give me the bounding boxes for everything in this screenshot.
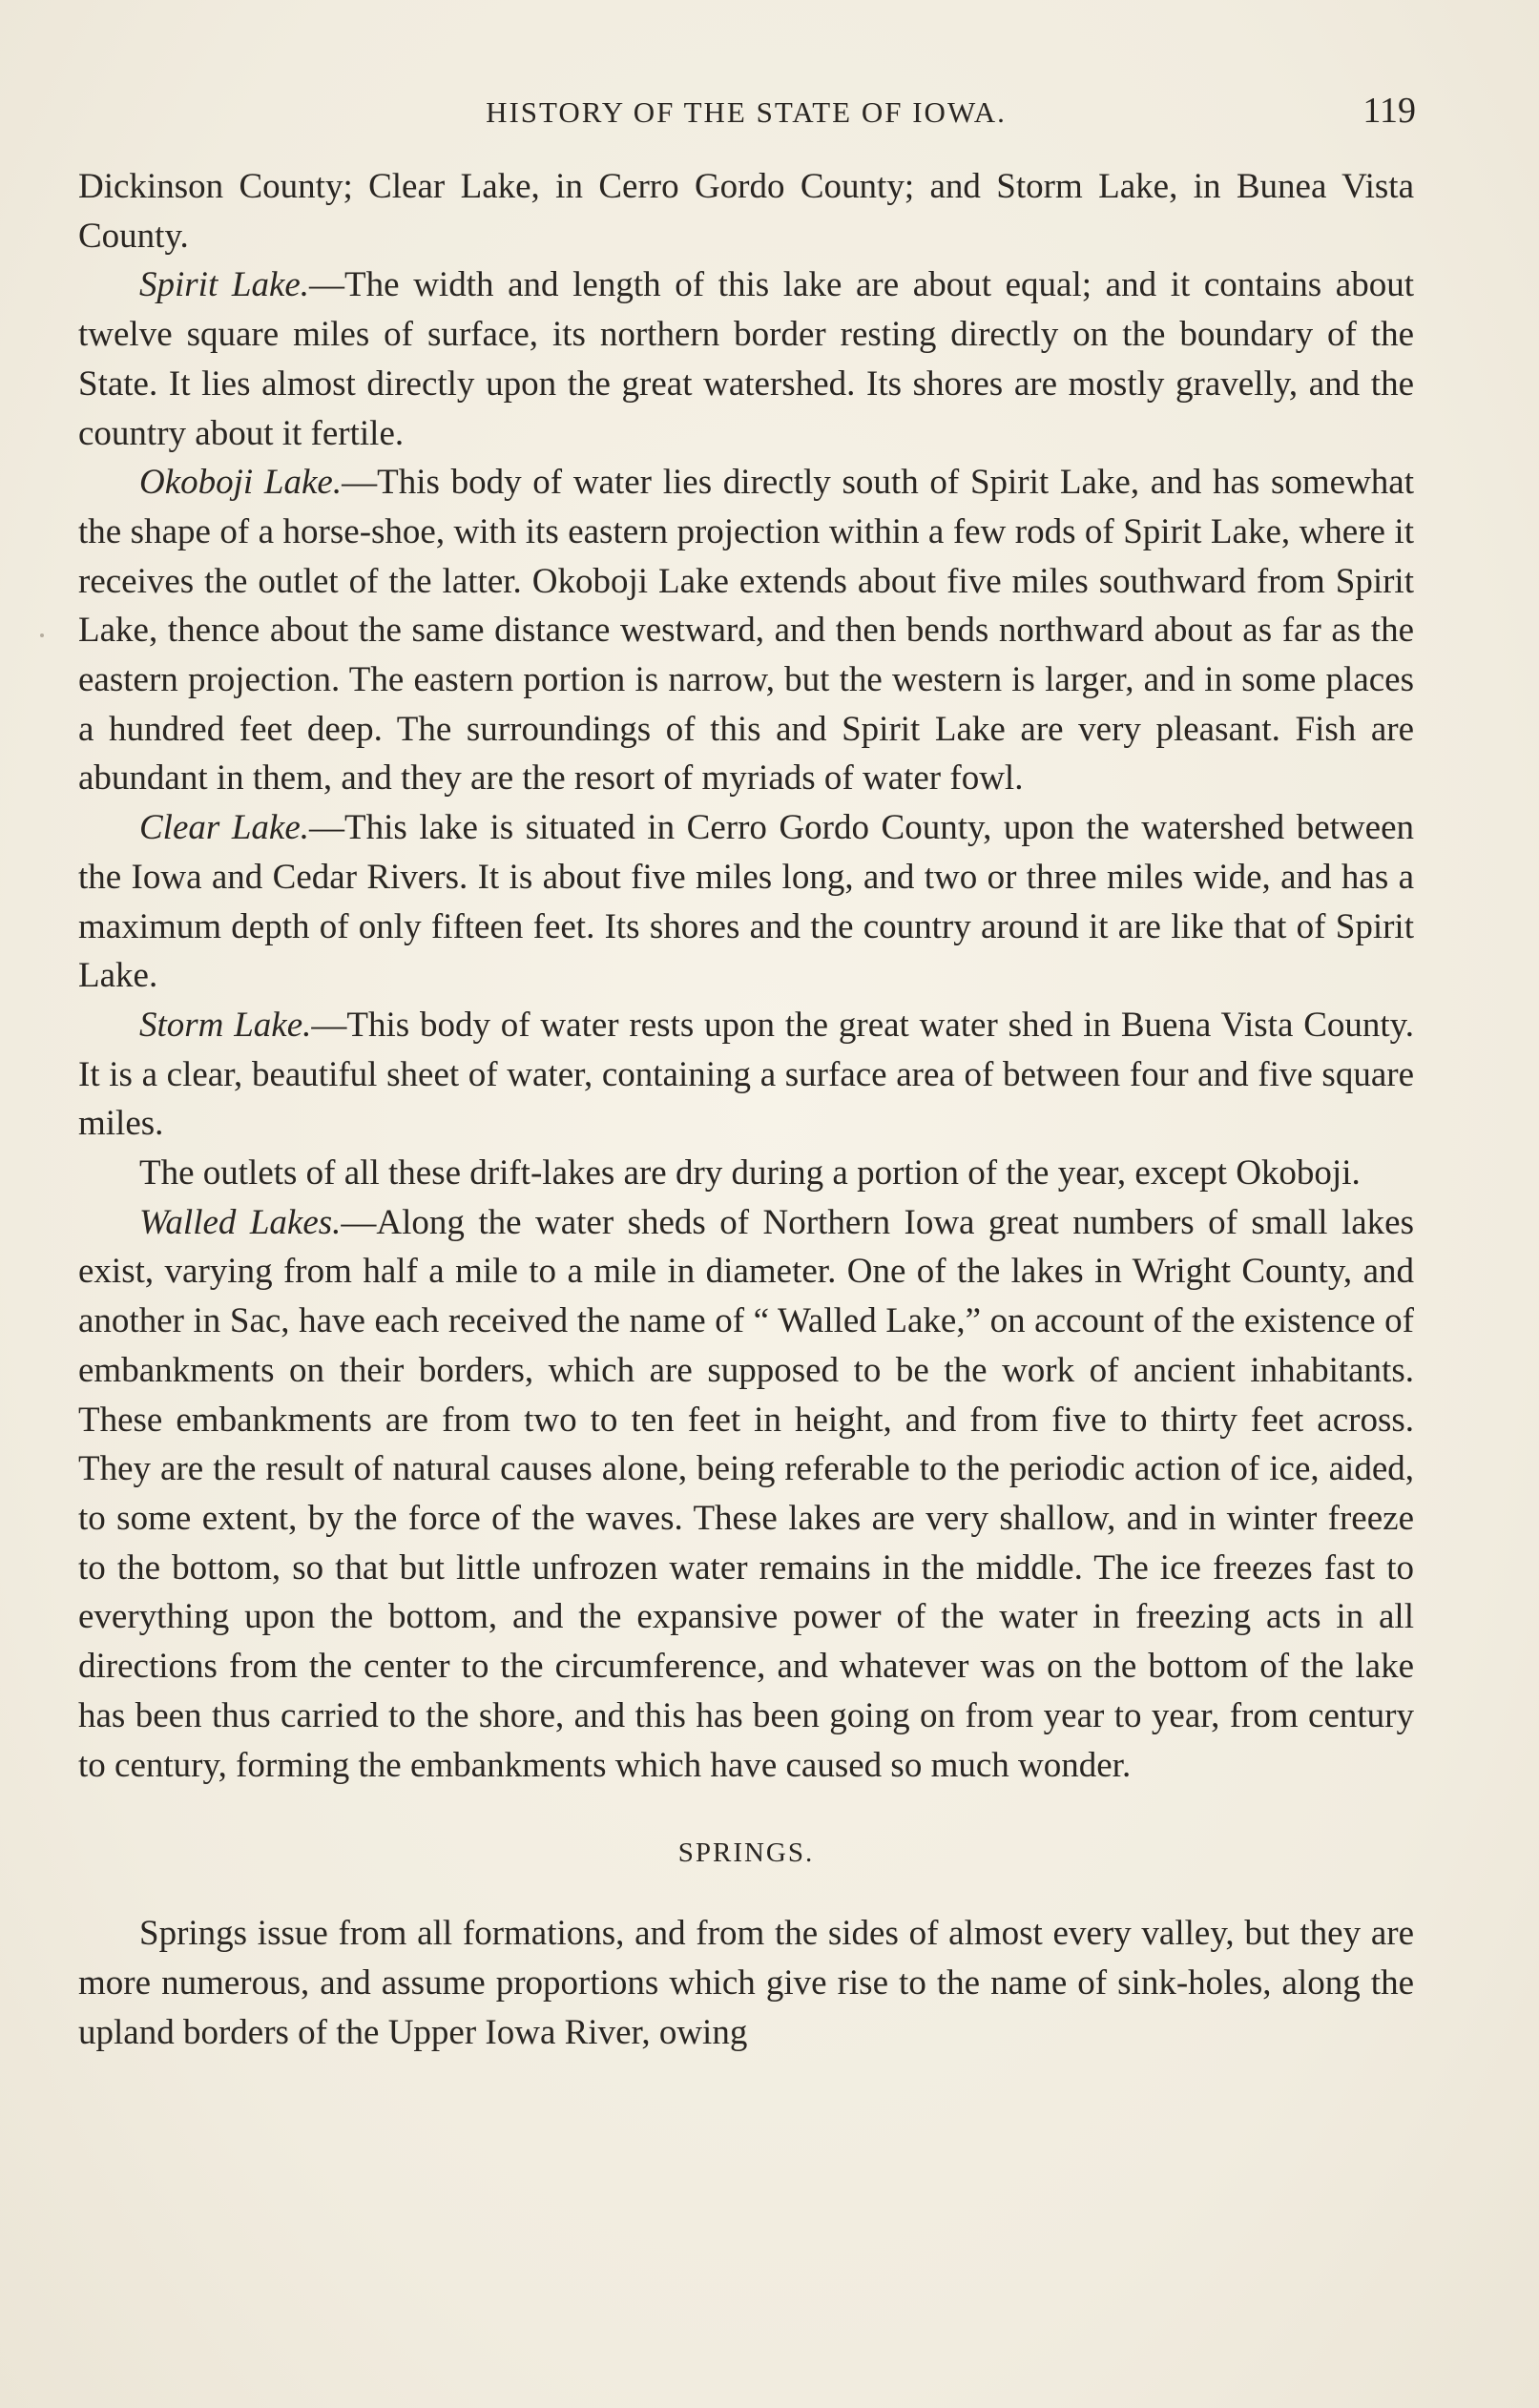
paragraph-storm-lake xyxy=(78,1001,1414,1149)
paragraph-subject: Storm Lake. xyxy=(139,1005,312,1045)
paragraph-springs xyxy=(78,1909,1414,2057)
paragraph-clear-lake xyxy=(78,803,1414,1001)
margin-speck xyxy=(40,633,44,637)
section-heading-springs: SPRINGS. xyxy=(677,1837,815,1869)
paragraph-text: Springs issue from all formations, and from the sides of almost every valley, but they are more numerous, and assume proportions which give rise to the name of sink-holes, along the upland borders of the Upper Iowa River, owing xyxy=(78,1914,1414,2052)
paragraph-continuation xyxy=(78,162,1414,260)
paragraph-walled-lakes xyxy=(78,1198,1414,1790)
paragraph-subject: Clear Lake. xyxy=(139,808,309,848)
paragraph-text: —This body of water lies directly south of Spirit Lake, and has somewhat the shape of a horse-shoe, with its eastern projection within a few rods of Spirit Lake, where it receives the outlet of the latter. Okoboji Lake extends about five miles southward from Spirit Lake, thence about the same distance westward, and then bends northward about as far as the eastern projection. The eastern portion is narrow, but the western is larger, and in some places a hundred feet deep. The surroundings of this and Spirit Lake are very pleasant. Fish are abundant in them, and they are the resort of myriads of water fowl. xyxy=(78,463,1415,799)
paragraph-subject: Okoboji Lake. xyxy=(139,463,343,503)
paragraph-subject: Walled Lakes. xyxy=(139,1202,342,1242)
paragraph-okoboji-lake xyxy=(78,458,1414,803)
running-title: HISTORY OF THE STATE OF IOWA. xyxy=(486,95,1007,129)
paragraph-text: The outlets of all these drift-lakes are dry during a portion of the year, except Okoboji. xyxy=(139,1153,1361,1194)
body-text xyxy=(78,162,1414,2057)
paragraph-text: —This body of water rests upon the great water shed in Buena Vista County. It is a clear, beautiful sheet of water, containing a surface area of between four and five square miles. xyxy=(78,1005,1414,1144)
page-number: 119 xyxy=(1362,91,1416,131)
paragraph-spirit-lake xyxy=(78,260,1414,458)
page-header xyxy=(78,92,1414,137)
paragraph-text: Dickinson County; Clear Lake, in Cerro Gordo County; and Storm Lake, in Bunea Vista County. xyxy=(78,167,1414,256)
paragraph-subject: Spirit Lake. xyxy=(139,265,310,305)
paragraph-text: —Along the water sheds of Northern Iowa great numbers of small lakes exist, varying from half a mile to a mile in diameter. One of the lakes in Wright County, and another in Sac, have each received the name of “ Walled Lake,” on account of the existence of embankments on their borders, which are supposed to be the work of ancient inhabitants. These embankments are from two to ten feet in height, and from five to thirty feet across. They are the result of natural causes alone, being referable to the periodic action of ice, aided, to some extent, by the force of the waves. These lakes are very shallow, and in winter freeze to the bottom, so that but little unfrozen water remains in the middle. The ice freezes fast to everything upon the bottom, and the expansive power of the water in freezing acts in all directions from the center to the circumference, and whatever was on the bottom of the lake has been thus carried to the shore, and this has been going on from year to year, from century to century, forming the embankments which have caused so much wonder. xyxy=(78,1202,1415,1785)
paragraph-text: —This lake is situated in Cerro Gordo County, upon the watershed between the Iowa and Cedar Rivers. It is about five miles long, and two or three miles wide, and has a maximum depth of only fifteen feet. Its shores and the country around it are like that of Spirit Lake. xyxy=(78,808,1414,996)
paragraph-text: —The width and length of this lake are about equal; and it contains about twelve square miles of surface, its northern border resting directly on the boundary of the State. It lies almost directly upon the great watershed. Its shores are mostly gravelly, and the country about it fertile. xyxy=(78,265,1414,453)
paragraph-outlets xyxy=(78,1149,1414,1198)
